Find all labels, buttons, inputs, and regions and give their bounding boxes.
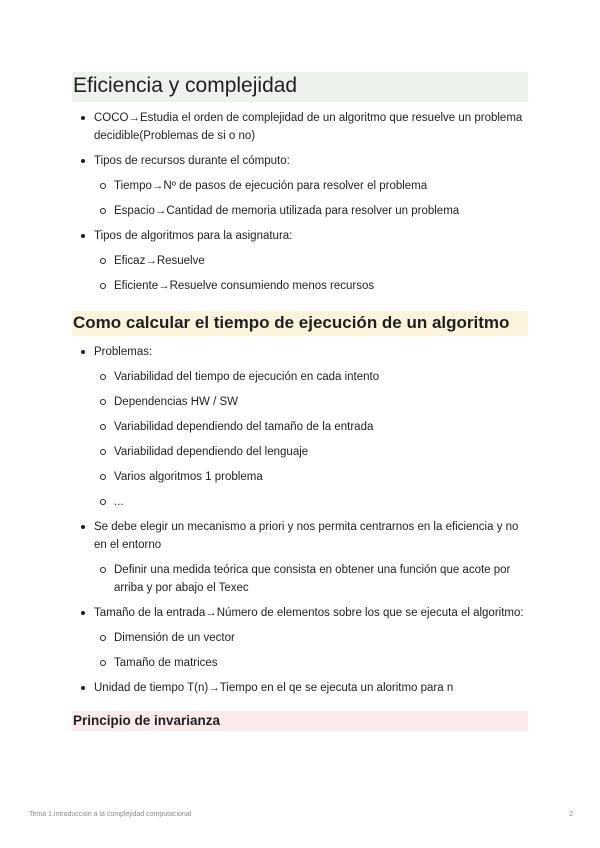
footer-title: Tema 1.introducción a la complejidad computacional — [29, 811, 192, 818]
list-item: Espacio→Cantidad de memoria utilizada para resolver un problema — [93, 202, 528, 220]
list-item: Tamaño de la entrada→Número de elementos sobre los que se ejecuta el algoritmo: — [72, 604, 528, 622]
list-item: Dependencias HW / SW — [93, 393, 528, 411]
list-item: Tipos de recursos durante el cómputo: — [72, 152, 528, 170]
list-item: Tipos de algoritmos para la asignatura: — [72, 227, 528, 245]
heading-eficiencia: Eficiencia y complejidad — [72, 72, 528, 102]
list-item: Variabilidad dependiendo del lenguaje — [93, 443, 528, 461]
heading-tiempo-ejecucion: Como calcular el tiempo de ejecución de un algoritmo — [72, 311, 528, 336]
list-item: Varios algoritmos 1 problema — [93, 468, 528, 486]
list-section-2 — [72, 343, 528, 697]
list-item: Tamaño de matrices — [93, 654, 528, 672]
page-number: 2 — [569, 811, 573, 818]
list-section-1 — [72, 109, 528, 295]
list-item: Variabilidad del tiempo de ejecución en cada intento — [93, 368, 528, 386]
list-item: COCO→Estudia el orden de complejidad de un algoritmo que resuelve un problema decidible(Problemas de si o no) — [72, 109, 528, 145]
list-item: Problemas: — [72, 343, 528, 361]
list-item: Unidad de tiempo T(n)→Tiempo en el qe se ejecuta un aloritmo para n — [72, 679, 528, 697]
list-item: Eficaz→Resuelve — [93, 252, 528, 270]
list-item: Se debe elegir un mecanismo a priori y nos permita centrarnos en la eficiencia y no en el entorno — [72, 518, 528, 554]
list-item: Dimensión de un vector — [93, 629, 528, 647]
list-item: Tiempo→Nº de pasos de ejecución para resolver el problema — [93, 177, 528, 195]
list-item: ... — [93, 493, 528, 511]
list-item: Definir una medida teórica que consista en obtener una función que acote por arriba y por abajo el Texec — [93, 561, 528, 597]
list-item: Variabilidad dependiendo del tamaño de la entrada — [93, 418, 528, 436]
list-item: Eficiente→Resuelve consumiendo menos recursos — [93, 277, 528, 295]
page-footer — [29, 811, 573, 818]
heading-invarianza: Principio de invarianza — [72, 711, 528, 731]
page-content — [72, 72, 528, 731]
